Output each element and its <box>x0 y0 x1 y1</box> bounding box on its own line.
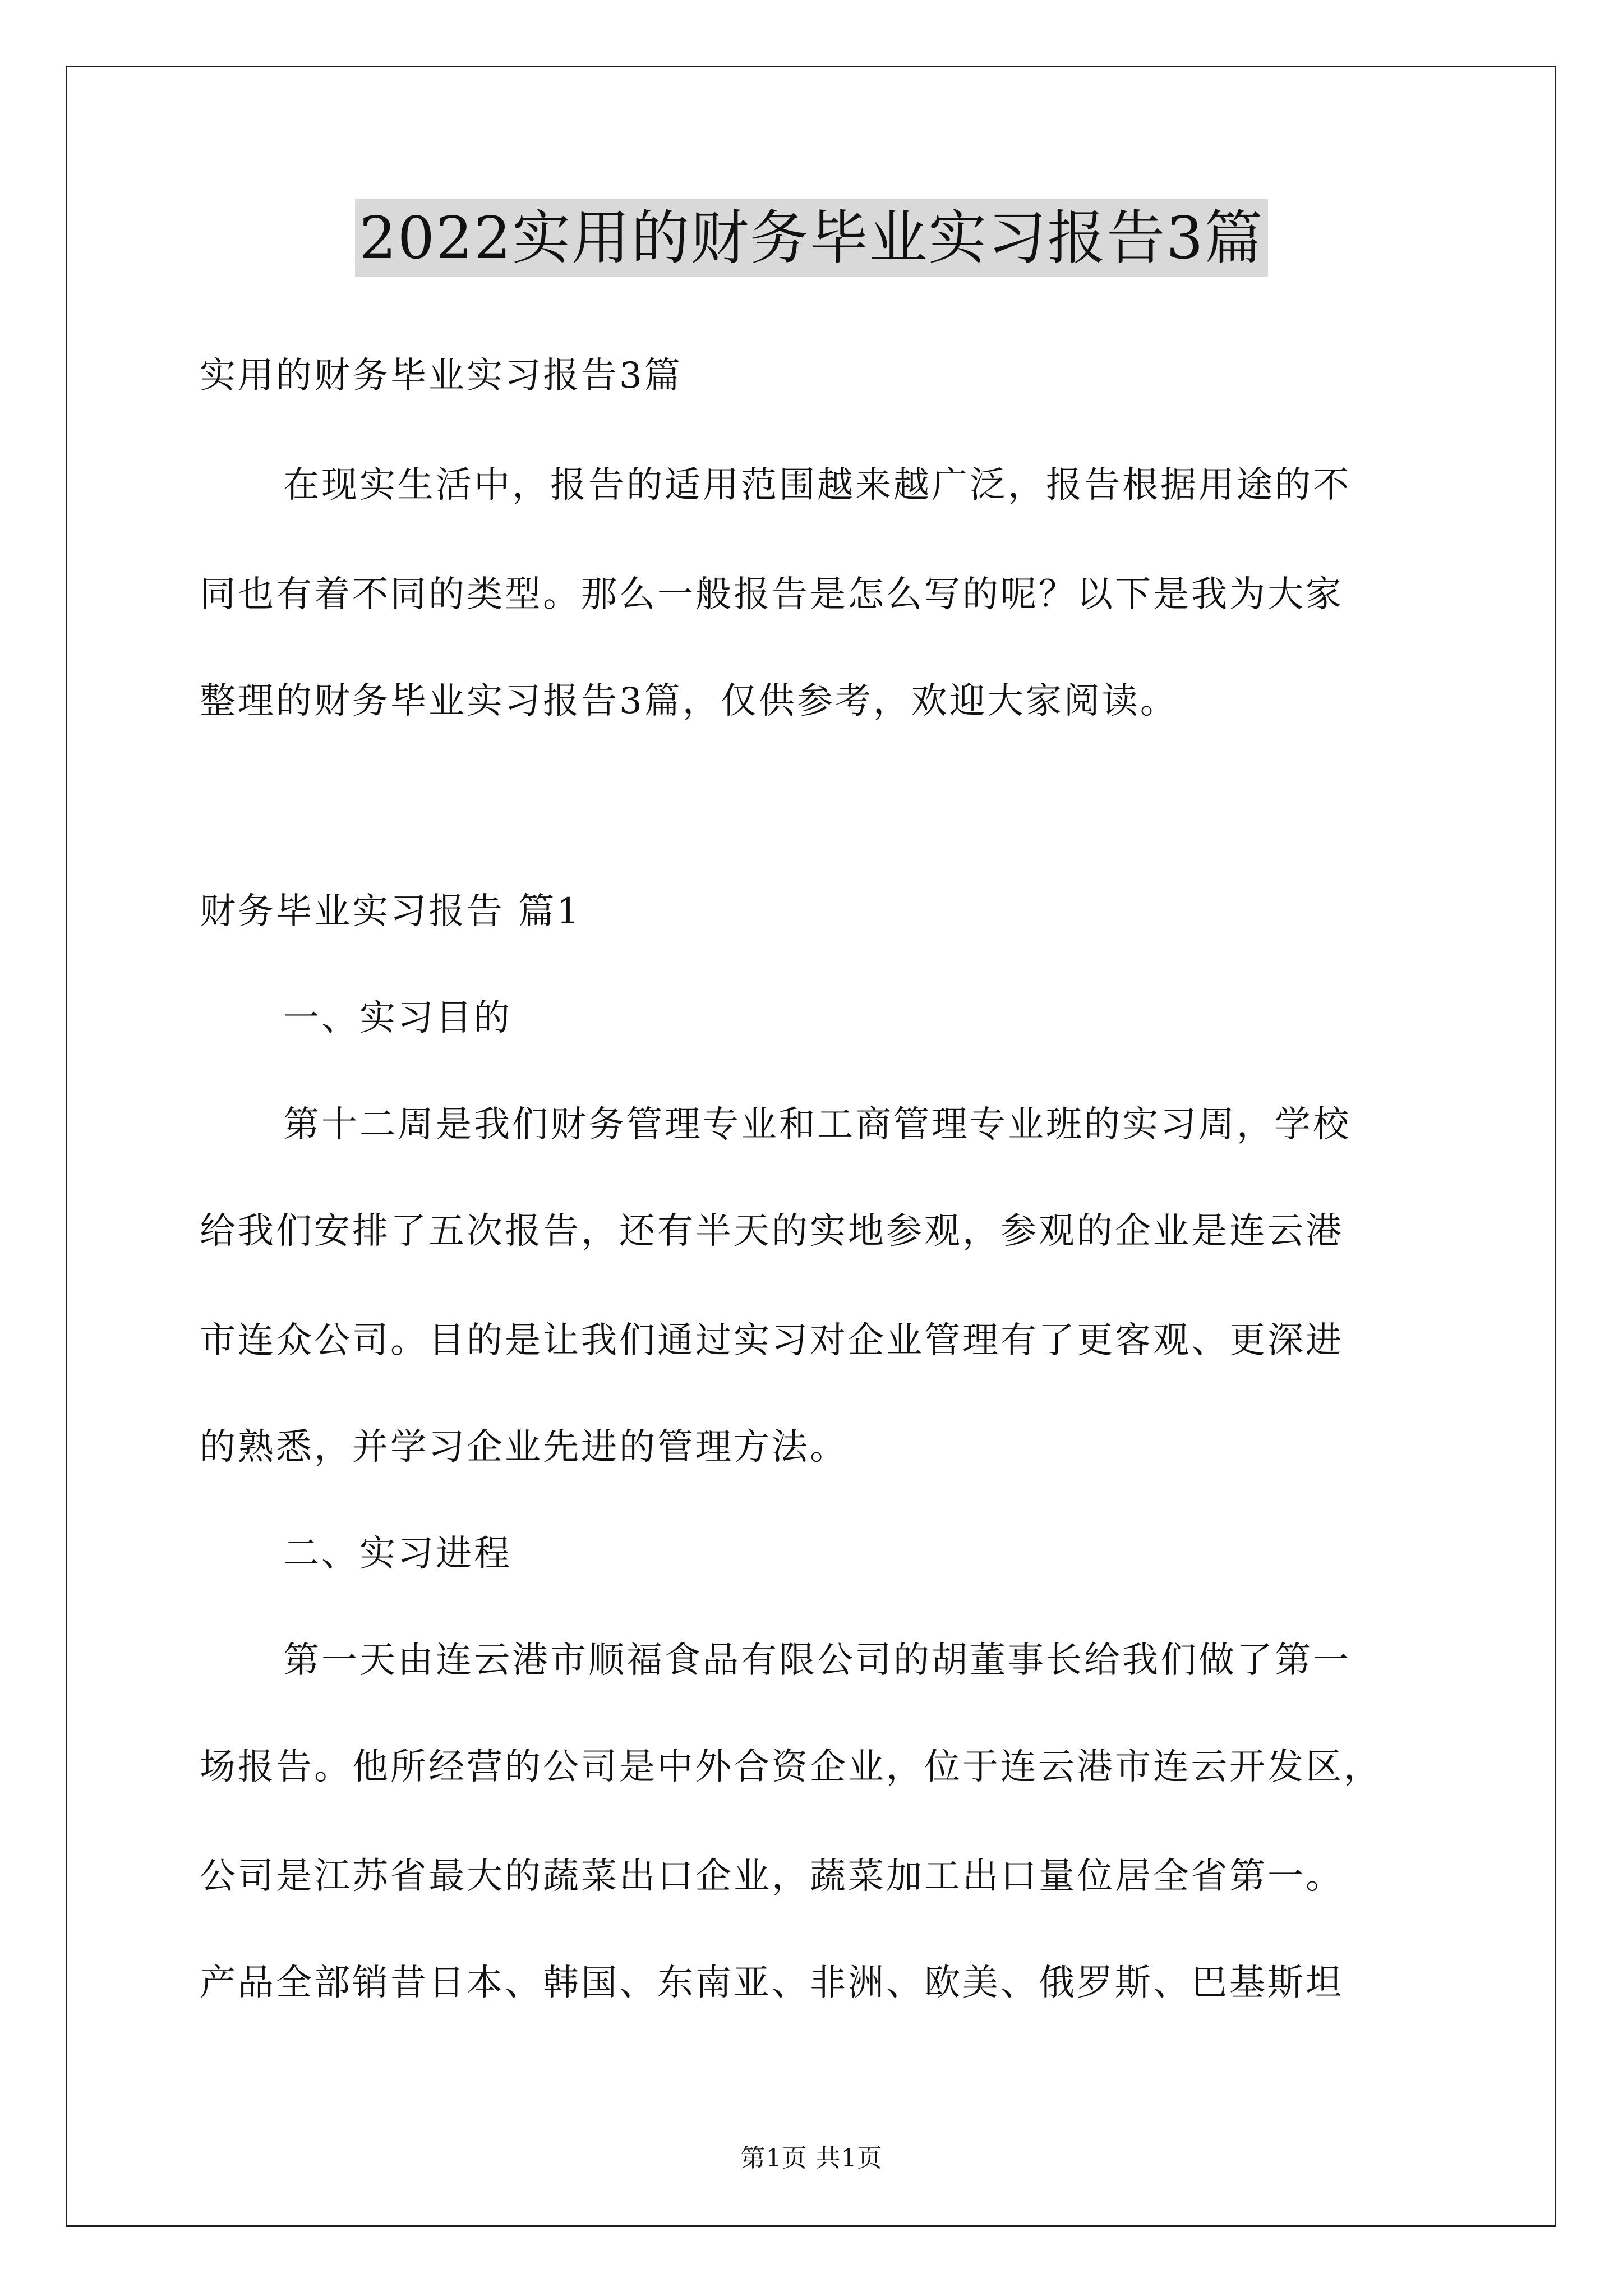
intro-line-2: 同也有着不同的类型。那么一般报告是怎么写的呢？以下是我为大家 <box>200 574 1344 615</box>
intro-line-3: 整理的财务毕业实习报告3篇，仅供参考，欢迎大家阅读。 <box>200 680 1178 722</box>
part2-line-4: 产品全部销昔日本、韩国、东南亚、非洲、欧美、俄罗斯、巴基斯坦 <box>200 1962 1344 2004</box>
part2-heading: 二、实习进程 <box>283 1533 512 1575</box>
document-title: 2022实用的财务毕业实习报告3篇 <box>355 199 1269 277</box>
part1-line-2: 给我们安排了五次报告，还有半天的实地参观，参观的企业是连云港 <box>200 1211 1344 1252</box>
part1-line-1: 第十二周是我们财务管理专业和工商管理专业班的实习周，学校 <box>283 1104 1351 1145</box>
part2-line-3: 公司是江苏省最大的蔬菜出口企业，蔬菜加工出口量位居全省第一。 <box>200 1856 1344 1897</box>
part1-line-4: 的熟悉，并学习企业先进的管理方法。 <box>200 1427 848 1468</box>
section-heading: 财务毕业实习报告 篇1 <box>200 891 582 932</box>
page-footer: 第1页 共1页 <box>740 2144 883 2173</box>
part2-line-1: 第一天由连云港市顺福食品有限公司的胡董事长给我们做了第一 <box>283 1640 1351 1681</box>
title-container <box>0 199 1623 277</box>
part1-heading: 一、实习目的 <box>283 997 512 1039</box>
document-subtitle: 实用的财务毕业实习报告3篇 <box>200 355 683 397</box>
part1-line-3: 市连众公司。目的是让我们通过实习对企业管理有了更客观、更深进 <box>200 1320 1344 1361</box>
part2-line-2: 场报告。他所经营的公司是中外合资企业，位于连云港市连云开发区， <box>200 1746 1382 1788</box>
intro-line-1: 在现实生活中，报告的适用范围越来越广泛，报告根据用途的不 <box>283 464 1351 506</box>
